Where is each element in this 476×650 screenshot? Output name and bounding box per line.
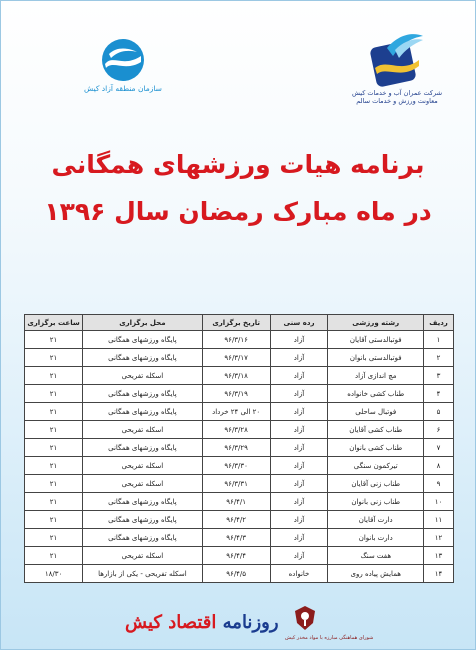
table-row (25, 475, 454, 493)
cell-date: ۹۶/۳/۱۷ (202, 349, 270, 367)
cell-time: ۲۱ (25, 475, 83, 493)
cell-sport: فوتبالدستی آقایان (328, 331, 424, 349)
cell-time: ۲۱ (25, 439, 83, 457)
table-row (25, 565, 454, 583)
table-row (25, 493, 454, 511)
table-row (25, 367, 454, 385)
cell-time: ۲۱ (25, 421, 83, 439)
cell-sport: طناب زنی آقایان (328, 475, 424, 493)
cell-date: ۹۶/۳/۳۰ (202, 457, 270, 475)
table-row (25, 457, 454, 475)
cell-date: ۹۶/۴/۳ (202, 529, 270, 547)
header-sport: رشته ورزشی (328, 315, 424, 331)
cell-row-number: ۷ (424, 439, 454, 457)
cell-venue: اسکله تفریحی (83, 367, 203, 385)
cell-venue: پایگاه ورزشهای همگانی (83, 511, 203, 529)
cell-row-number: ۱۲ (424, 529, 454, 547)
cell-age-group: آزاد (270, 493, 328, 511)
cell-date: ۲۰ الی ۲۴ خرداد (202, 403, 270, 421)
cell-row-number: ۸ (424, 457, 454, 475)
cell-age-group: آزاد (270, 331, 328, 349)
cell-age-group: آزاد (270, 403, 328, 421)
cell-time: ۲۱ (25, 349, 83, 367)
cell-venue: پایگاه ورزشهای همگانی (83, 331, 203, 349)
cell-age-group: آزاد (270, 385, 328, 403)
cell-date: ۹۶/۳/۱۶ (202, 331, 270, 349)
cell-date: ۹۶/۳/۳۱ (202, 475, 270, 493)
brand-part-2: اقتصاد کیش (125, 612, 217, 633)
header-row-number: ردیف (424, 315, 454, 331)
cell-sport: دارت بانوان (328, 529, 424, 547)
cell-venue: اسکله تفریحی (83, 475, 203, 493)
cell-date: ۹۶/۴/۵ (202, 565, 270, 583)
cell-time: ۲۱ (25, 547, 83, 565)
cell-age-group: آزاد (270, 367, 328, 385)
kish-water-services-logo (342, 30, 452, 122)
cell-date: ۹۶/۴/۱ (202, 493, 270, 511)
brand-part-1: روزنامه (222, 612, 279, 633)
cell-date: ۹۶/۳/۲۸ (202, 421, 270, 439)
cell-date: ۹۶/۴/۲ (202, 511, 270, 529)
cell-sport: هفت سنگ (328, 547, 424, 565)
schedule-table (24, 314, 454, 583)
cell-row-number: ۱۰ (424, 493, 454, 511)
cell-row-number: ۱ (424, 331, 454, 349)
cell-row-number: ۶ (424, 421, 454, 439)
cell-venue: پایگاه ورزشهای همگانی (83, 349, 203, 367)
cell-row-number: ۱۴ (424, 565, 454, 583)
kish-water-services-logo-icon (367, 30, 427, 88)
cell-age-group: آزاد (270, 421, 328, 439)
header-time: ساعت برگزاری (25, 315, 83, 331)
cell-time: ۱۸/۳۰ (25, 565, 83, 583)
cell-venue: پایگاه ورزشهای همگانی (83, 493, 203, 511)
cell-age-group: آزاد (270, 475, 328, 493)
cell-sport: طناب کشی آقایان (328, 421, 424, 439)
cell-venue: اسکله تفریحی (83, 421, 203, 439)
table-row (25, 529, 454, 547)
cell-sport: طناب کشی خانواده (328, 385, 424, 403)
cell-venue: اسکله تفریحی (83, 457, 203, 475)
cell-time: ۲۱ (25, 457, 83, 475)
cell-sport: همایش پیاده روی (328, 565, 424, 583)
cell-venue: اسکله تفریحی (83, 547, 203, 565)
table-row (25, 331, 454, 349)
cell-sport: طناب کشی بانوان (328, 439, 424, 457)
header-venue: محل برگزاری (83, 315, 203, 331)
table-header-row (25, 315, 454, 331)
cell-time: ۲۱ (25, 511, 83, 529)
cell-sport: فوتبال ساحلی (328, 403, 424, 421)
cell-venue: پایگاه ورزشهای همگانی (83, 385, 203, 403)
table-row (25, 511, 454, 529)
cell-age-group: آزاد (270, 349, 328, 367)
cell-date: ۹۶/۳/۱۸ (202, 367, 270, 385)
cell-row-number: ۳ (424, 367, 454, 385)
table-row (25, 421, 454, 439)
cell-date: ۹۶/۳/۲۹ (202, 439, 270, 457)
emblem-caption: شورای هماهنگی مبارزه با مواد مخدر کیش (285, 635, 374, 641)
header-age-group: رده سنی (270, 315, 328, 331)
cell-age-group: آزاد (270, 529, 328, 547)
cell-row-number: ۲ (424, 349, 454, 367)
cell-age-group: آزاد (270, 511, 328, 529)
left-logo-caption: سازمان منطقه آزاد کیش (84, 84, 162, 93)
cell-sport: فوتبالدستی بانوان (328, 349, 424, 367)
cell-sport: مچ اندازی آزاد (328, 367, 424, 385)
cell-age-group: خانواده (270, 565, 328, 583)
cell-row-number: ۱۱ (424, 511, 454, 529)
table-row (25, 385, 454, 403)
poster-title-line-2: در ماه مبارک رمضان سال ۱۳۹۶ (44, 197, 432, 226)
cell-date: ۹۶/۴/۴ (202, 547, 270, 565)
cell-time: ۲۱ (25, 331, 83, 349)
cell-row-number: ۵ (424, 403, 454, 421)
cell-time: ۲۱ (25, 493, 83, 511)
anti-narcotics-emblem (285, 605, 374, 645)
cell-venue: پایگاه ورزشهای همگانی (83, 439, 203, 457)
poster-title-line-1: برنامه هیات ورزشهای همگانی (51, 150, 425, 179)
header-date: تاریخ برگزاری (202, 315, 270, 331)
cell-venue: پایگاه ورزشهای همگانی (83, 529, 203, 547)
cell-time: ۲۱ (25, 403, 83, 421)
cell-venue: اسکله تفریحی - یکی از بازارها (83, 565, 203, 583)
cell-sport: دارت آقایان (328, 511, 424, 529)
cell-row-number: ۴ (424, 385, 454, 403)
cell-time: ۲۱ (25, 385, 83, 403)
cell-row-number: ۹ (424, 475, 454, 493)
cell-time: ۲۱ (25, 529, 83, 547)
table-row (25, 349, 454, 367)
cell-age-group: آزاد (270, 439, 328, 457)
kish-free-zone-logo-icon (101, 38, 145, 82)
anti-narcotics-emblem-icon (293, 605, 317, 631)
table-row (25, 547, 454, 565)
cell-sport: طناب زنی بانوان (328, 493, 424, 511)
cell-age-group: آزاد (270, 547, 328, 565)
table-row (25, 439, 454, 457)
cell-row-number: ۱۳ (424, 547, 454, 565)
cell-venue: پایگاه ورزشهای همگانی (83, 403, 203, 421)
cell-date: ۹۶/۳/۱۹ (202, 385, 270, 403)
cell-age-group: آزاد (270, 457, 328, 475)
table-row (25, 403, 454, 421)
kish-free-zone-logo (78, 38, 168, 94)
right-logo-caption-2: معاونت ورزش و خدمات سالم (356, 97, 438, 105)
right-logo-caption-1: شرکت عمران آب و خدمات کیش (351, 89, 443, 97)
cell-time: ۲۱ (25, 367, 83, 385)
newspaper-brand (125, 612, 279, 633)
cell-sport: تیرکمون سنگی (328, 457, 424, 475)
